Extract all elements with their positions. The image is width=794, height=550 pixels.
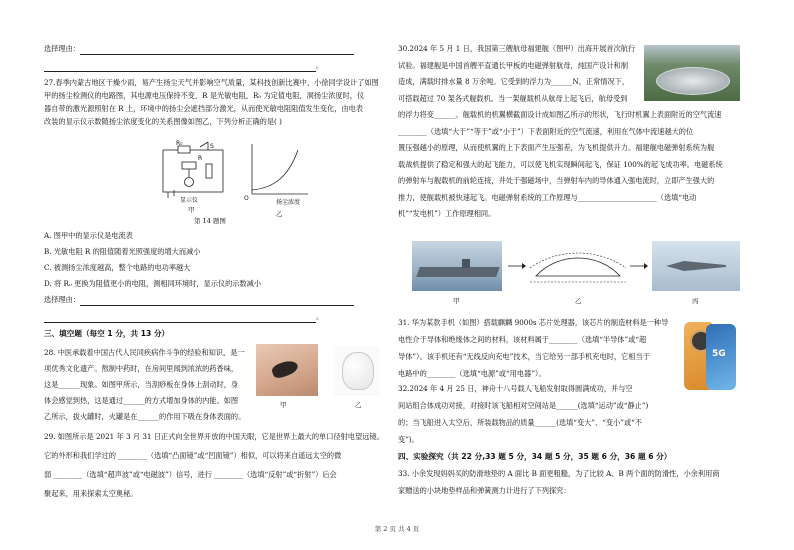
q32-line: 的；当飞船进入太空后，所装载物品的质量______(选填“变大”、“变小”或“不 [398,418,642,427]
carrier-tower-icon [462,259,470,268]
question-29 [44,430,384,500]
airfoil-diagram [528,248,628,288]
q27-options [44,229,261,293]
question-32 [398,382,648,446]
q30-line: 可搭载超过 70 架各式舰载机。当一架舰载机从航母上起飞后，航母受到 [398,93,628,103]
question-31 [398,316,670,380]
section-4-title: 四、实验探究（共 22 分,33 题 5 分，34 题 5 分，35 题 6 分，36 题 6 分） [398,452,672,461]
gua-sha-board-icon [270,358,299,380]
jet-photo [652,241,740,291]
jia-label: 甲 [188,206,195,214]
fig-label-yi: 乙 [575,297,582,305]
q29-line: 它的外形和我们学过的 ________（选填“凸面镜”或“凹面镜”）相似，可以将来自遥远太空的微 [44,451,342,460]
display-label: 显示仪 [180,197,199,204]
telescope-photo [644,45,740,101]
cupping-jar-icon [342,352,374,390]
reason-label: 选择理由： [44,295,80,304]
option-a: A. 图甲中的显示仪是电流表 [44,231,133,240]
q30-line: 机”“发电机”）工作原理相同。 [398,209,496,218]
answer-blank [80,44,354,55]
r-label: R [198,155,203,162]
q29-line: 29. 如图所示是 2021 年 3 月 31 日正式向全世界开放的中国天眼，它是世界上最大的单口径射电望远镜。 [44,432,384,441]
q30-line: 推力，使舰载机被快速起飞。电磁弹射系统的工作原理与______________________（选填“电动 [398,192,697,202]
q27-reason-line [44,293,354,306]
q26-reason-line [44,42,354,55]
answer-blank [44,312,316,323]
phone-front [706,324,736,390]
page-footer: 第 2 页 共 4 页 [374,525,420,533]
q33-line: 33. 小余发现妈妈买的防滑地垫的 A 面比 B 面更粗糙，为了比较 A、B 两个面的防滑性，小余利用商 [398,469,720,478]
q29-line: 弱 ________（选填“超声波”或“电磁波”）信号，进行 ________（选填“反射”或“折射”）后会 [44,470,337,479]
question-28 [44,346,254,426]
arrow-1-icon [508,262,526,270]
q27-line: 改装的显示仪示数随扬尘浓度变化的关系图像如图乙，下列分析正确的是( ) [44,117,282,126]
r0-label: R₀ [176,140,183,147]
q30-line: 30.2024 年 5 月 1 日，我国第三艘航母福建舰（图甲）出海开展首次航行 [398,44,636,53]
dish-icon [656,67,730,95]
q27-reason-line-2: 。 [44,310,323,323]
q30-line: ________（选填“大于”“等于”或“小于”）下表面附近的空气流速，利用在气体中流速越大的位 [398,126,694,136]
q31-line: 电性介于导体和绝缘体之间的材料，该材料属于________（选填“半导体”或“超 [398,335,647,344]
q33-line: 家赠送的小块地垫样品和弹簧测力计进行了下列探究： [398,486,571,495]
q28-line: 28. 中医承载着中国古代人民同疾病作斗争的经验和知识，是一 [44,348,245,357]
q28-line: 乙所示，拔火罐时，火罐是在______的作用下吸在身体表面的。 [44,412,246,421]
reason-label: 选择理由： [44,44,80,53]
fig-label-jia: 甲 [453,297,460,305]
question-27 [44,76,379,128]
q30-line: 置压强越小的原理，从而使机翼的上下表面产生压强差，为飞机提供升力。福建舰电磁弹射系统为舰 [398,143,715,152]
q32-line: 变”)。 [398,435,419,444]
q27-line: 27.春季内蒙古地区干燥少雨，易产生扬尘天气并影响空气质量，某科技创新比赛中，小徐同学设计了如图 [44,78,379,87]
switch-label: S [210,143,214,150]
figure-14 [148,140,338,224]
arrow-2-icon [630,262,648,270]
answer-blank [80,295,354,306]
gua-sha-photo [256,344,318,396]
option-b: B. 光敏电阻 R 的阻值随着光照强度的增大而减小 [44,247,201,256]
q28-line: 体会感觉到热，这是通过______的方式增加身体的内能。如图 [44,396,239,405]
jet-icon [666,261,726,271]
q26-reason-line-2: 。 [44,59,323,72]
5g-badge: 5G [712,349,726,359]
q30-line: 载战机提供了稳定和强大的起飞能力，可以使飞机实现瞬间起飞，保证 100%的起飞成功率。电磁系统 [398,159,723,169]
carrier-photo [412,241,502,291]
question-33 [398,467,720,497]
option-c: C. 被测扬尘浓度越高，整个电路的电功率越大 [44,263,191,272]
q28-line: 项优秀文化遗产。熬制中药时，在房间里闻到浓浓的药香味， [44,364,239,373]
photo-label-yi: 乙 [355,401,362,409]
cupping-jar-photo [334,346,380,396]
photo-label-jia: 甲 [280,401,287,409]
phone-photo [680,322,738,392]
q28-line: 这是______现象。如图甲所示，当刮痧板在身体上刮动时，身 [44,380,239,389]
section-3-title: 三、填空题（每空 1 分，共 13 分） [44,329,170,338]
answer-blank [44,61,316,72]
axis-origin: O [244,195,249,202]
fig-label-bing: 丙 [692,297,699,305]
figure-14-caption: 第 14 题图 [194,217,226,225]
axis-x-label: 扬尘浓度 [276,199,301,206]
q31-line: 31. 华为某款手机（如图）搭载麒麟 9000s 芯片处理器，该芯片的制造材料是一种导 [398,318,669,327]
q29-line: 聚起来，用来探索太空奥秘。 [44,489,138,498]
q30-line: 造成，满载时排水量 8 万余吨。它受到的浮力为______N，正常情况下， [398,77,630,86]
q32-line: 32.2024 年 4 月 25 日，神舟十八号载人飞船发射取得圆满成功，并与空 [398,384,633,393]
q31-line: 电路中的________（选填“电源”或“用电器”）。 [398,369,546,378]
q27-line: 甲的扬尘检测仪的电路图，其电源电压保持不变，R 是光敏电阻，R₀ 为定值电阻，洞扬尘浓度时，仪 [44,91,365,100]
carrier-ship-icon [416,267,500,277]
option-d: D. 将 R₀ 更换为阻值更小的电阻，测相同环境时，显示仪的示数减小 [44,279,262,288]
q31-line: 导体”）。该手机还有“无线反向充电”技术，当它给另一部手机充电时，它相当于 [398,352,650,361]
q30-line: 的浮力将变______。舰载机的机翼横截面设计成如图乙所示的形状，飞行时机翼上表面附近的空气流速 [398,110,722,119]
q30-line: 试验。福建舰是中国首艘平直通长甲板的电磁弹射航母，纯国产设计和制 [398,60,629,70]
q27-line: 器自带的激光源照射在 R 上，环境中的扬尘会遮挡部分激光，从而使光敏电阻阻值发生变化，由电表 [44,104,364,113]
q32-line: 间站组合体成功对接，对接时该飞船相对空间站是______(选填“运动”或“静止”) [398,401,649,410]
yi-label: 乙 [276,210,283,218]
q30-line: 的弹射车与舰载机的前轮连接，并处于强磁场中，当弹射车内的导体通入强电流时，立即产生强大的 [398,176,715,185]
